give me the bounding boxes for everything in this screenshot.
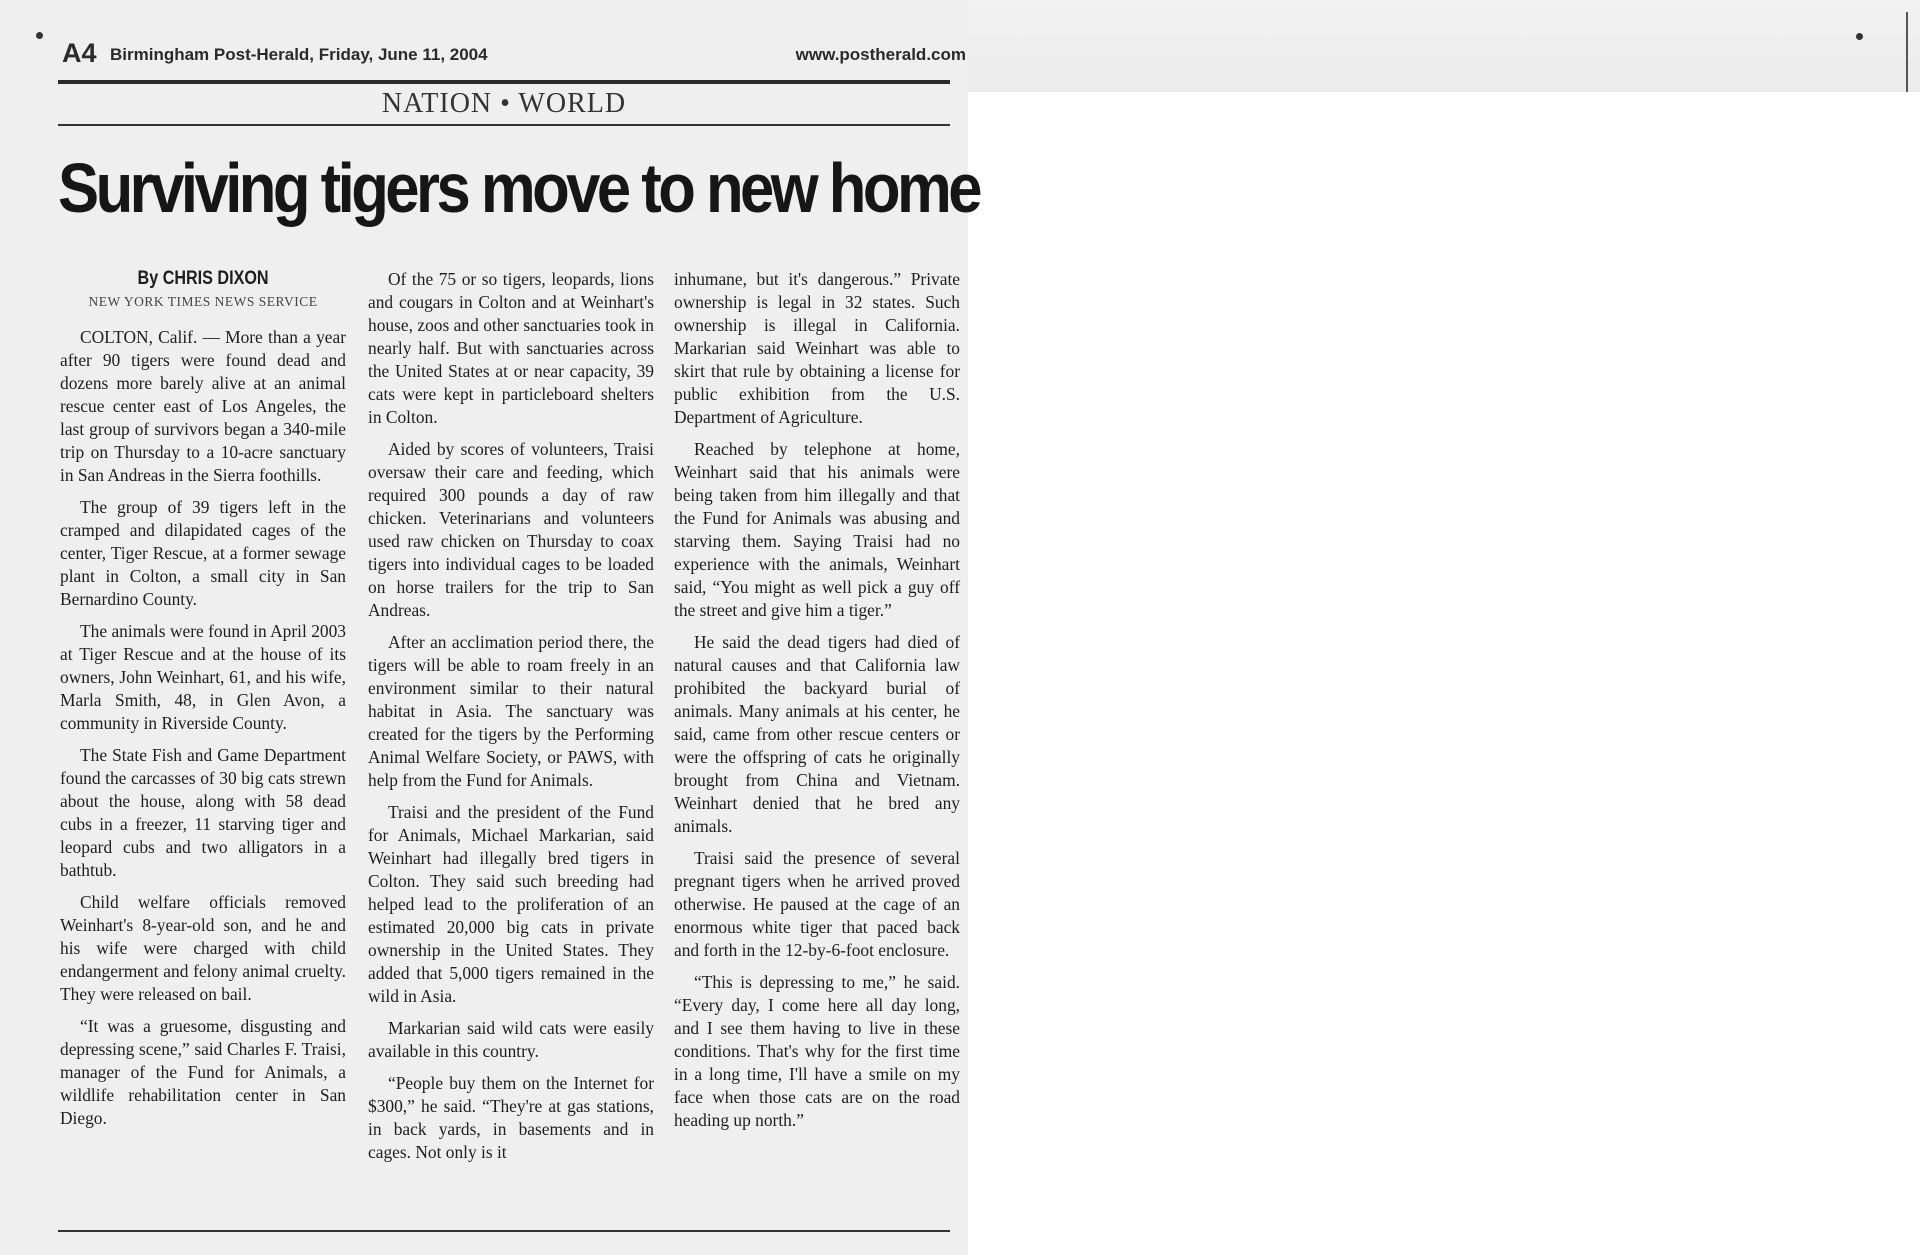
paragraph: Markarian said wild cats were easily available in this country. bbox=[368, 1018, 654, 1061]
paragraph: Child welfare officials removed Weinhart's 8-year-old son, and he and his wife were charged with child endangerment and felony animal cruelty. They were released on bail. bbox=[60, 892, 346, 1004]
paragraph: “This is depressing to me,” he said. “Every day, I come here all day long, and I see them having to live in these conditions. That's why for the first time in a long time, I'll have a smile on my face when those cats are on the road heading up north.” bbox=[674, 972, 960, 1130]
paragraph: inhumane, but it's dangerous.” Private ownership is legal in 32 states. Such ownership is illegal in California. Markarian said Weinhart was able to skirt that rule by obtaining a license for public exhibition from the U.S. Department of Agriculture. bbox=[674, 269, 960, 427]
paragraph: Of the 75 or so tigers, leopards, lions and cougars in Colton and at Weinhart's house, zoos and other sanctuaries took in nearly half. But with sanctuaries across the United States at or near capacity, 39 cats were kept in particleboard shelters in Colton. bbox=[368, 269, 654, 427]
paragraph: Reached by telephone at home, Weinhart said that his animals were being taken from him illegally and that the Fund for Animals was abusing and starving them. Saying Traisi had no experience with the animals, Weinhart said, “You might as well pick a guy off the street and give him a tiger.” bbox=[674, 439, 960, 620]
headline: Surviving tigers move to new home bbox=[58, 149, 980, 227]
paragraph: Traisi and the president of the Fund for Animals, Michael Markarian, said Weinhart had illegally bred tigers in Colton. They said such breeding had helped lead to the proliferation of an estimated 20,000 big cats in private ownership in the United States. They added that 5,000 tigers remained in the wild in Asia. bbox=[368, 802, 654, 1006]
article-column-1 bbox=[60, 326, 346, 1139]
article-column-3 bbox=[674, 268, 960, 1141]
section-rule bbox=[58, 124, 950, 126]
footer-rule bbox=[58, 1230, 950, 1232]
scan-speck bbox=[1856, 33, 1863, 40]
paragraph: Traisi said the presence of several pregnant tigers when he arrived proved otherwise. He paused at the cage of an enormous white tiger that paced back and forth in the 12-by-6-foot enclosure. bbox=[674, 848, 960, 960]
paragraph: The State Fish and Game Department found the carcasses of 30 big cats strewn about the house, along with 58 dead cubs in a freezer, 11 starving tiger and leopard cubs and two alligators in a bathtub. bbox=[60, 745, 346, 880]
scan-edge-line bbox=[1906, 12, 1908, 92]
paragraph: He said the dead tigers had died of natural causes and that California law prohibited the backyard burial of animals. Many animals at his center, he said, came from other rescue centers or were the offspring of cats he originally brought from China and Vietnam. Weinhart denied that he bred any animals. bbox=[674, 632, 960, 836]
paragraph: COLTON, Calif. — More than a year after 90 tigers were found dead and dozens more barely alive at an animal rescue center east of Los Angeles, the last group of survivors began a 340-mile trip on Thursday to a 10-acre sanctuary in San Andreas in the Sierra foothills. bbox=[60, 327, 346, 485]
website-url: www.postherald.com bbox=[795, 45, 966, 64]
header-rule bbox=[58, 80, 950, 84]
news-agency: NEW YORK TIMES NEWS SERVICE bbox=[88, 294, 318, 309]
paragraph: After an acclimation period there, the tigers will be able to roam freely in an environment similar to their natural habitat in Asia. The sanctuary was created for the tigers by the Performing Animal Welfare Society, or PAWS, with help from the Fund for Animals. bbox=[368, 632, 654, 790]
paragraph: “It was a gruesome, disgusting and depressing scene,” said Charles F. Traisi, manager of the Fund for Animals, a wildlife rehabilitation center in San Diego. bbox=[60, 1016, 346, 1128]
paragraph: Aided by scores of volunteers, Traisi oversaw their care and feeding, which required 300 pounds a day of raw chicken. Veterinarians and volunteers used raw chicken on Thursday to coax tigers into individual cages to be loaded on horse trailers for the trip to San Andreas. bbox=[368, 439, 654, 620]
article-column-2 bbox=[368, 268, 654, 1173]
section-label: NATION • WORLD bbox=[381, 88, 627, 119]
paragraph: The animals were found in April 2003 at Tiger Rescue and at the house of its owners, John Weinhart, 61, and his wife, Marla Smith, 48, in Glen Avon, a community in Riverside County. bbox=[60, 621, 346, 733]
page-number: A4 bbox=[62, 38, 97, 68]
byline: By CHRIS DIXON bbox=[137, 268, 269, 289]
paragraph: The group of 39 tigers left in the cramped and dilapidated cages of the center, Tiger Rescue, at a former sewage plant in Colton, a small city in San Bernardino County. bbox=[60, 497, 346, 609]
scan-speck bbox=[36, 32, 43, 39]
folio-line bbox=[62, 38, 966, 68]
publication-dateline: Birmingham Post-Herald, Friday, June 11, 2004 bbox=[110, 45, 488, 64]
byline-block bbox=[60, 268, 346, 310]
paragraph: “People buy them on the Internet for $300,” he said. “They're at gas stations, in back yards, in basements and in cages. Not only is it bbox=[368, 1073, 654, 1162]
